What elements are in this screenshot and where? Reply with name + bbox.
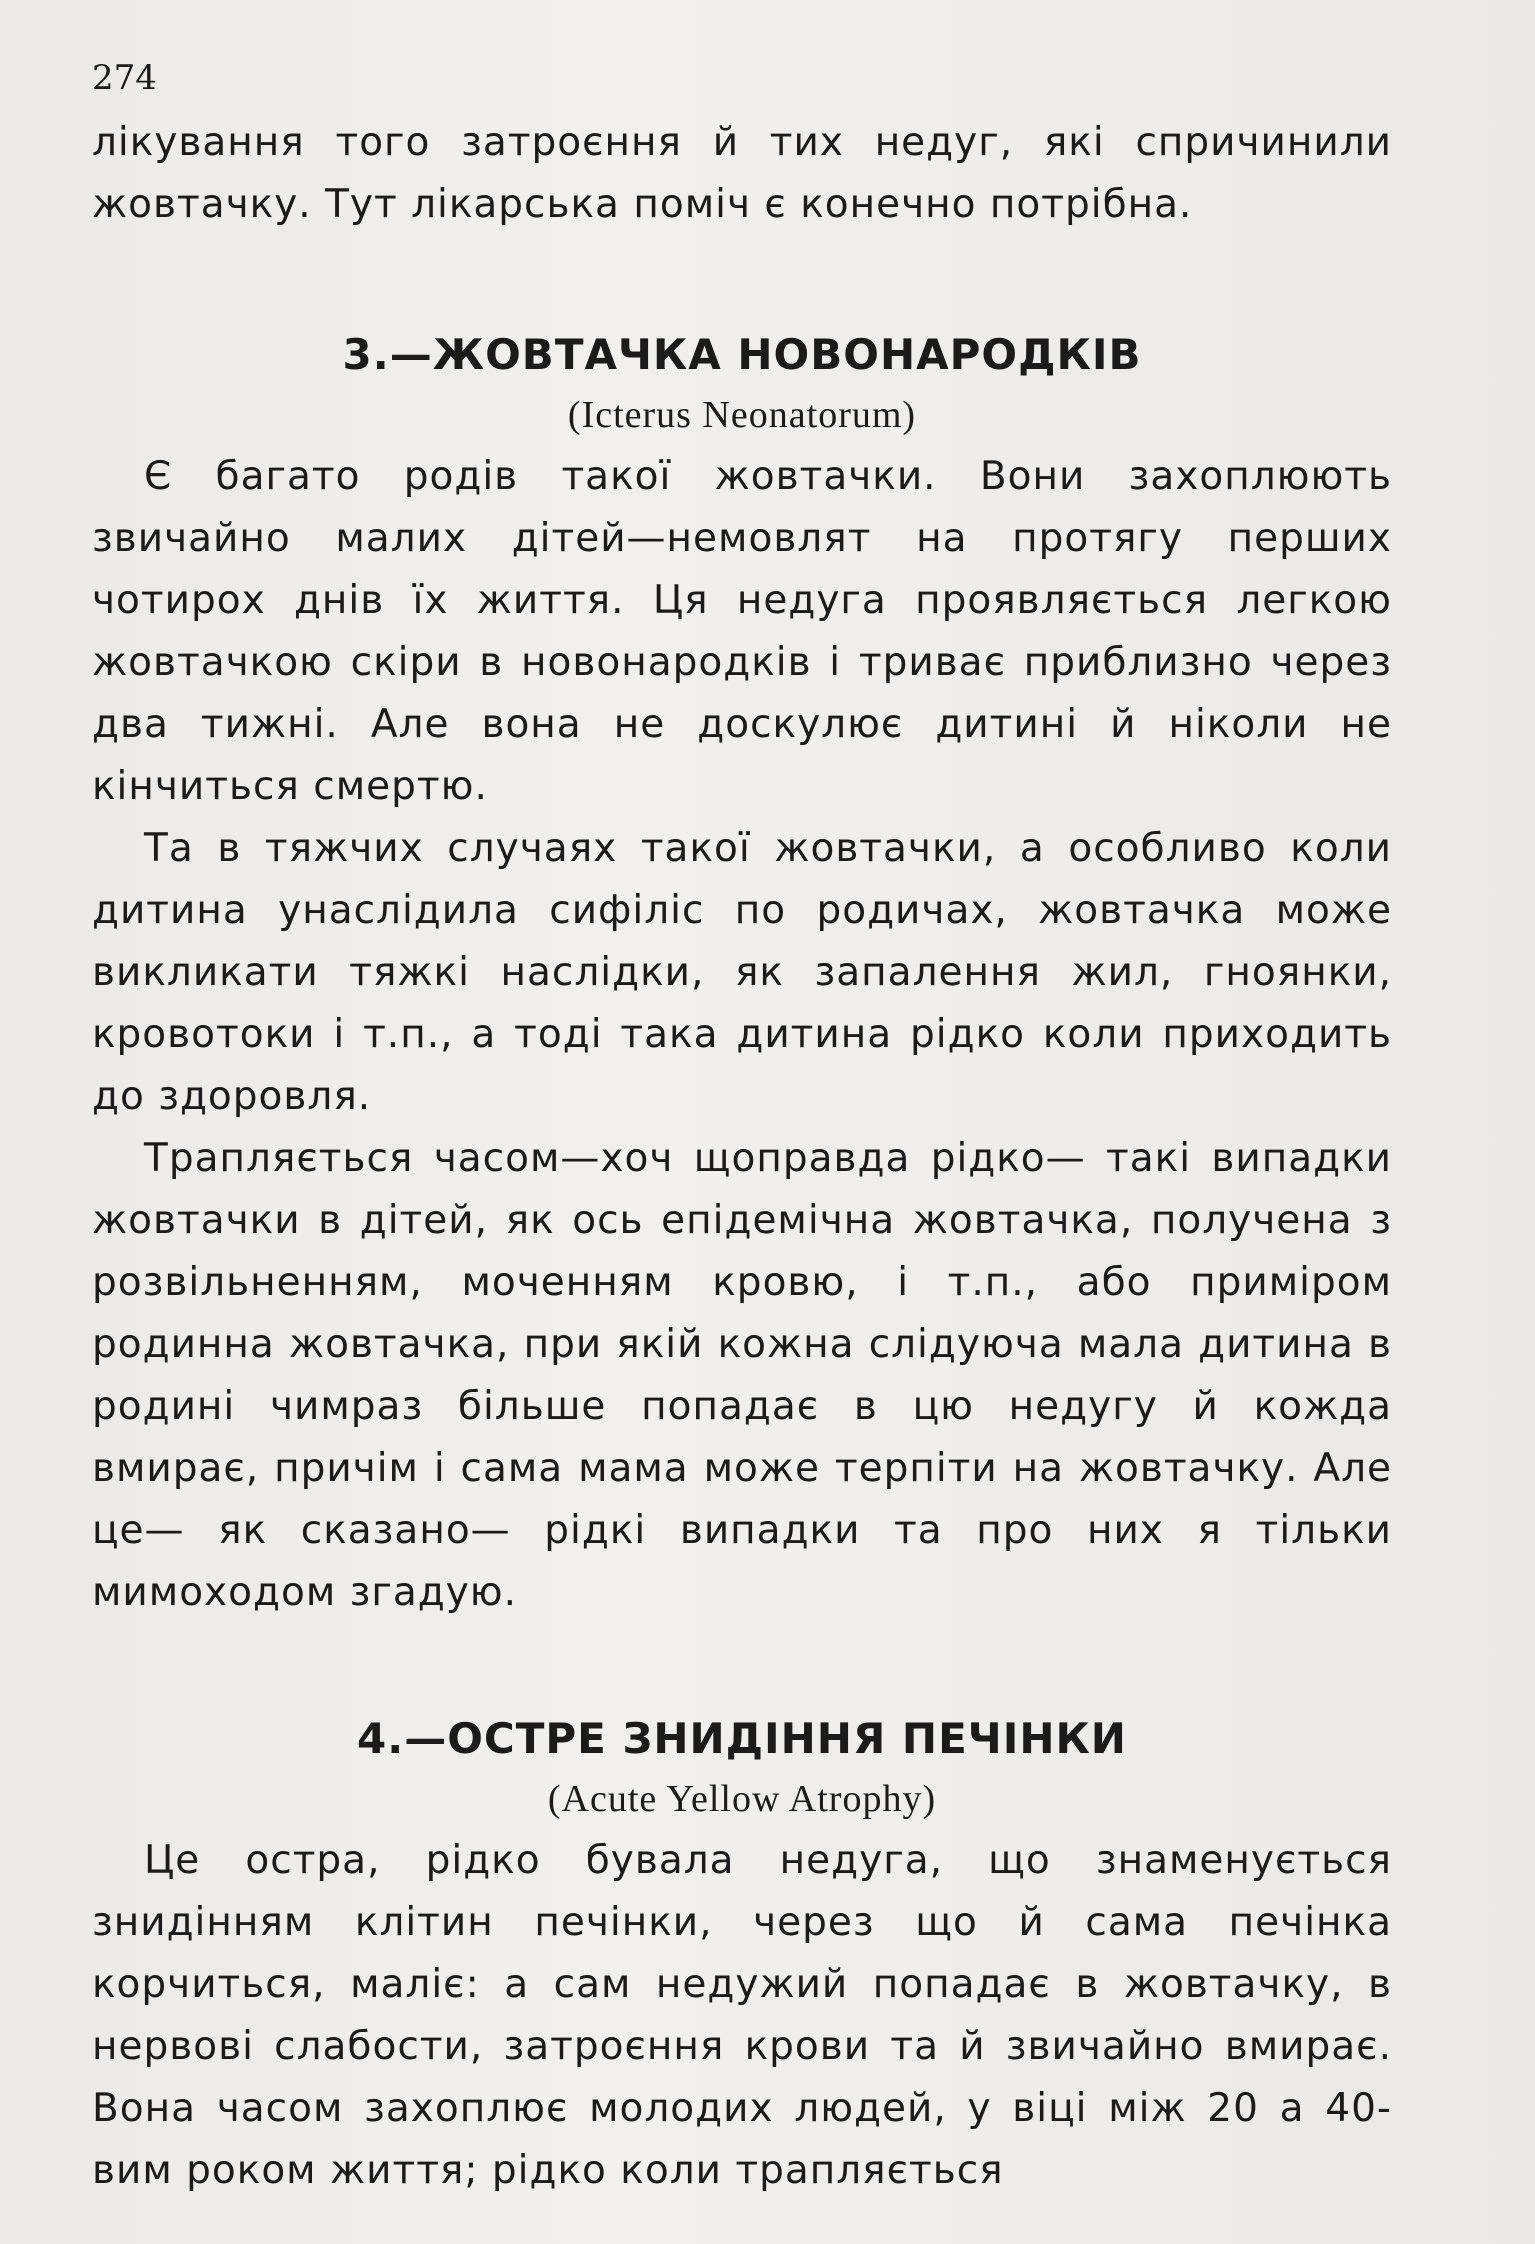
section-subtitle: (Acute Yellow Atrophy) xyxy=(547,1778,937,1820)
section-title: 3.—ЖОВТАЧКА НОВОНАРОДКІВ xyxy=(342,330,1142,379)
section-subtitle: (Icterus Neonatorum) xyxy=(567,394,917,436)
section-body xyxy=(92,1830,1392,2202)
section-neonatal-jaundice xyxy=(92,324,1392,1624)
paragraph: Є багато родів такої жовтачки. Вони захоплюють звичайно малих дітей—немовлят на протягу перших чотирох днів їх життя. Ця недуга проявляється легкою жовтачкою скіри в новонародків і триває приблизно через два тижні. Але вона не доскулює дитині й ніколи не кінчиться смертю. xyxy=(92,454,1392,809)
intro-section xyxy=(92,112,1392,236)
page-number: 274 xyxy=(92,58,157,98)
section-acute-yellow-atrophy xyxy=(92,1708,1392,2202)
paragraph: Це остра, рідко бувала недуга, що знаменується знидінням клітин печінки, через що й сама печінка корчиться, маліє: а сам недужий попадає в жовтачку, в нервові слабости, затроєння крови та й звичайно вмирає. Вона часом захоплює молодих людей, у віці між 20 а 40-вим роком життя; рідко коли трапляється xyxy=(92,1838,1392,2193)
section-title: 4.—ОСТРЕ ЗНИДІННЯ ПЕЧІНКИ xyxy=(357,1714,1127,1763)
section-body xyxy=(92,446,1392,1624)
paragraph: Та в тяжчих случаях такої жовтачки, а особливо коли дитина унаслідила сифіліс по родичах, жовтачка може викликати тяжкі наслідки, як запалення жил, гноянки, кровотоки і т.п., а тоді така дитина рідко коли приходить до здоровля. xyxy=(92,826,1392,1119)
paragraph: Трапляється часом—хоч щоправда рідко— такі випадки жовтачки в дітей, як ось епідемічна жовтачка, получена з розвільненням, моченням кровю, і т.п., або приміром родинна жовтачка, при якій кожна слідуюча мала дитина в родині чимраз більше попадає в цю недугу й кожда вмирає, причім і сама мама може терпіти на жовтачку. Але це— як сказано— рідкі випадки та про них я тільки мимоходом згадую. xyxy=(92,1136,1392,1615)
page-content xyxy=(92,58,1392,2202)
paragraph: лікування того затроєння й тих недуг, які спричинили жовтачку. Тут лікарська поміч є конечно потрібна. xyxy=(92,120,1392,227)
